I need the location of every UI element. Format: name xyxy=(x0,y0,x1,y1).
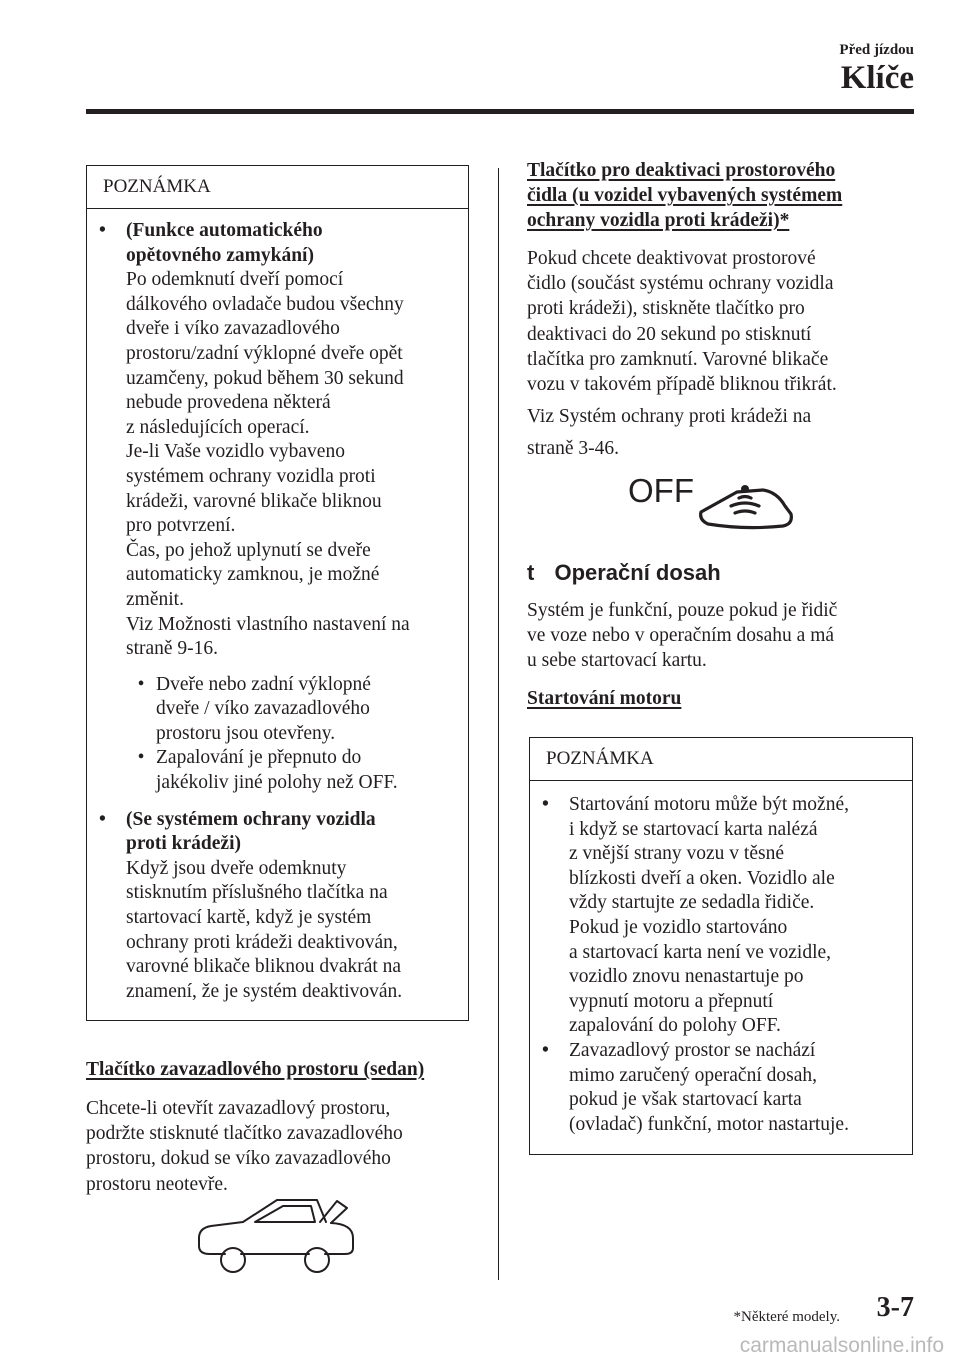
header-rule xyxy=(86,109,914,114)
text-line: i když se startovací karta nalézá xyxy=(569,818,818,840)
bullet-dot: • xyxy=(542,1039,549,1061)
text-line: automaticky zamknou, je možné xyxy=(126,564,380,586)
sub-bullet xyxy=(126,673,458,747)
note-title: POZNÁMKA xyxy=(87,166,468,209)
right-note-box xyxy=(529,737,913,1155)
text-line: dálkového ovladače budou všechny xyxy=(126,293,404,315)
text-line: znamení, že je systém deaktivován. xyxy=(126,980,403,1002)
bullet-dot: • xyxy=(99,808,106,830)
text-line: stisknutím příslušného tlačítka na xyxy=(126,882,388,904)
text-line: pro potvrzení. xyxy=(126,515,236,537)
page-title: Klíče xyxy=(840,60,914,96)
trunk-paragraph xyxy=(86,1096,403,1197)
bullet-dot: • xyxy=(99,220,106,241)
sensor-paragraph xyxy=(527,246,837,462)
text-line: zapalování do polohy OFF. xyxy=(569,1015,781,1037)
bullet-heading: proti krádeži) xyxy=(126,833,242,855)
text-line: deaktivaci do 20 sekund po stisknutí xyxy=(527,323,812,345)
text-line: Pokud je vozidlo startováno xyxy=(569,916,788,938)
text-line: tlačítka pro zamknutí. Varovné blikače xyxy=(527,348,829,370)
text-line: ve voze nebo v operačním dosahu a má xyxy=(527,625,835,647)
text-line: Chcete-li otevřít zavazadlový prostoru, xyxy=(86,1098,391,1119)
sub-bullet-dot: • xyxy=(137,673,145,695)
text-line: Viz Systém ochrany proti krádeži na xyxy=(527,406,812,428)
text-line: ochrany proti krádeži deaktivován, xyxy=(126,931,398,953)
section-marker: t xyxy=(527,560,535,585)
text-line: vozu v takovém případě bliknou třikrát. xyxy=(527,374,837,396)
text-line: vozidlo znovu nenastartuje po xyxy=(569,966,804,988)
text-line: změnit. xyxy=(126,588,184,610)
text-line: z následujících operací. xyxy=(126,416,310,438)
off-label: OFF xyxy=(628,472,694,509)
note-title: POZNÁMKA xyxy=(530,738,912,781)
text-line: a startovací karta není ve vozidle, xyxy=(569,941,832,963)
text-line: straně 3-46. xyxy=(527,438,620,460)
note-bullet xyxy=(99,219,458,796)
page-number: 3-7 xyxy=(876,1292,914,1323)
sub-bullet-dot: • xyxy=(137,747,145,769)
text-line: Viz Možnosti vlastního nastavení na xyxy=(126,613,410,635)
section-title: Operační dosah xyxy=(554,560,721,585)
text-line: uzamčeny, pokud během 30 sekund xyxy=(126,367,404,389)
text-line: startovací kartě, když je systém xyxy=(126,907,372,929)
text-line: straně 9-16. xyxy=(126,638,219,660)
text-line: systémem ochrany vozidla proti xyxy=(126,465,376,487)
note-bullet xyxy=(99,808,458,1005)
text-line: jakékoliv jiné polohy než OFF. xyxy=(156,772,398,794)
bullet-heading: (Se systémem ochrany vozidla xyxy=(126,808,376,830)
sensor-button-heading xyxy=(527,158,842,233)
text-line: Je-li Vaše vozidlo vybaveno xyxy=(126,441,345,463)
text-line: prostoru/zadní výklopné dveře opět xyxy=(126,342,403,364)
text-line: Pokud chcete deaktivovat prostorové xyxy=(527,248,816,269)
text-line: Zavazadlový prostor se nachází xyxy=(569,1039,816,1061)
text-line: vždy startujte ze sedadla řidiče. xyxy=(569,892,815,914)
text-line: pokud je však startovací karta xyxy=(569,1089,802,1111)
text-line: nebude provedena některá xyxy=(126,392,331,414)
text-line: prostoru jsou otevřeny. xyxy=(156,722,336,744)
trunk-button-heading: Tlačítko zavazadlového prostoru (sedan) xyxy=(86,1059,425,1080)
heading-line: čidla (u vozidel vybavených systémem xyxy=(527,185,843,206)
heading-line: ochrany vozidla proti krádeži)* xyxy=(527,210,790,231)
text-line: u sebe startovací kartu. xyxy=(527,650,707,672)
text-line: mimo zaručený operační dosah, xyxy=(569,1064,817,1086)
watermark: carmanualsonline.info xyxy=(739,1334,944,1357)
text-line: Startování motoru může být možné, xyxy=(569,794,849,815)
text-line: proti krádeži), stiskněte tlačítko pro xyxy=(527,298,805,320)
text-line: prostoru, dokud se víko zavazadlového xyxy=(86,1148,391,1170)
text-line: varovné blikače bliknou dvakrát na xyxy=(126,956,402,978)
note-bullet xyxy=(542,1039,902,1137)
text-line: krádeži, varovné blikače bliknou xyxy=(126,490,382,512)
car-trunk-open-icon xyxy=(195,1196,360,1278)
column-divider xyxy=(498,168,499,1280)
text-line: Čas, po jehož uplynutí se dveře xyxy=(126,539,371,561)
note-bullet xyxy=(542,793,902,1039)
bullet-heading: (Funkce automatického xyxy=(126,220,323,241)
text-line: Dveře nebo zadní výklopné xyxy=(156,673,371,695)
text-line: z vnější strany vozu v těsné xyxy=(569,843,784,865)
bullet-dot: • xyxy=(542,794,549,815)
text-line: dveře / víko zavazadlového xyxy=(156,698,370,720)
text-line: Systém je funkční, pouze pokud je řidič xyxy=(527,600,838,621)
text-line: čidlo (součást systému ochrany vozidla xyxy=(527,273,834,295)
text-line: (ovladač) funkční, motor nastartuje. xyxy=(569,1113,849,1135)
left-note-box xyxy=(86,165,469,1021)
text-line: dveře i víko zavazadlového xyxy=(126,318,340,340)
bullet-heading: opětovného zamykání) xyxy=(126,244,314,266)
text-line: vypnutí motoru a přepnutí xyxy=(569,990,774,1012)
range-paragraph xyxy=(527,598,837,674)
text-line: blízkosti dveří a oken. Vozidlo ale xyxy=(569,867,835,889)
intrusion-sensor-off-icon xyxy=(625,468,800,538)
text-line: prostoru neotevře. xyxy=(86,1173,228,1195)
operating-range-heading xyxy=(527,560,721,586)
sub-bullet xyxy=(126,746,458,795)
text-line: Zapalování je přepnuto do xyxy=(156,747,362,769)
text-line: Když jsou dveře odemknuty xyxy=(126,857,347,879)
text-line: podržte stisknuté tlačítko zavazadlového xyxy=(86,1123,403,1145)
footnote: *Některé modely. xyxy=(733,1309,840,1325)
section-label: Před jízdou xyxy=(839,42,914,58)
text-line: Po odemknutí dveří pomocí xyxy=(126,269,344,291)
heading-line: Tlačítko pro deaktivaci prostorového xyxy=(527,160,836,181)
engine-start-heading: Startování motoru xyxy=(527,688,682,709)
